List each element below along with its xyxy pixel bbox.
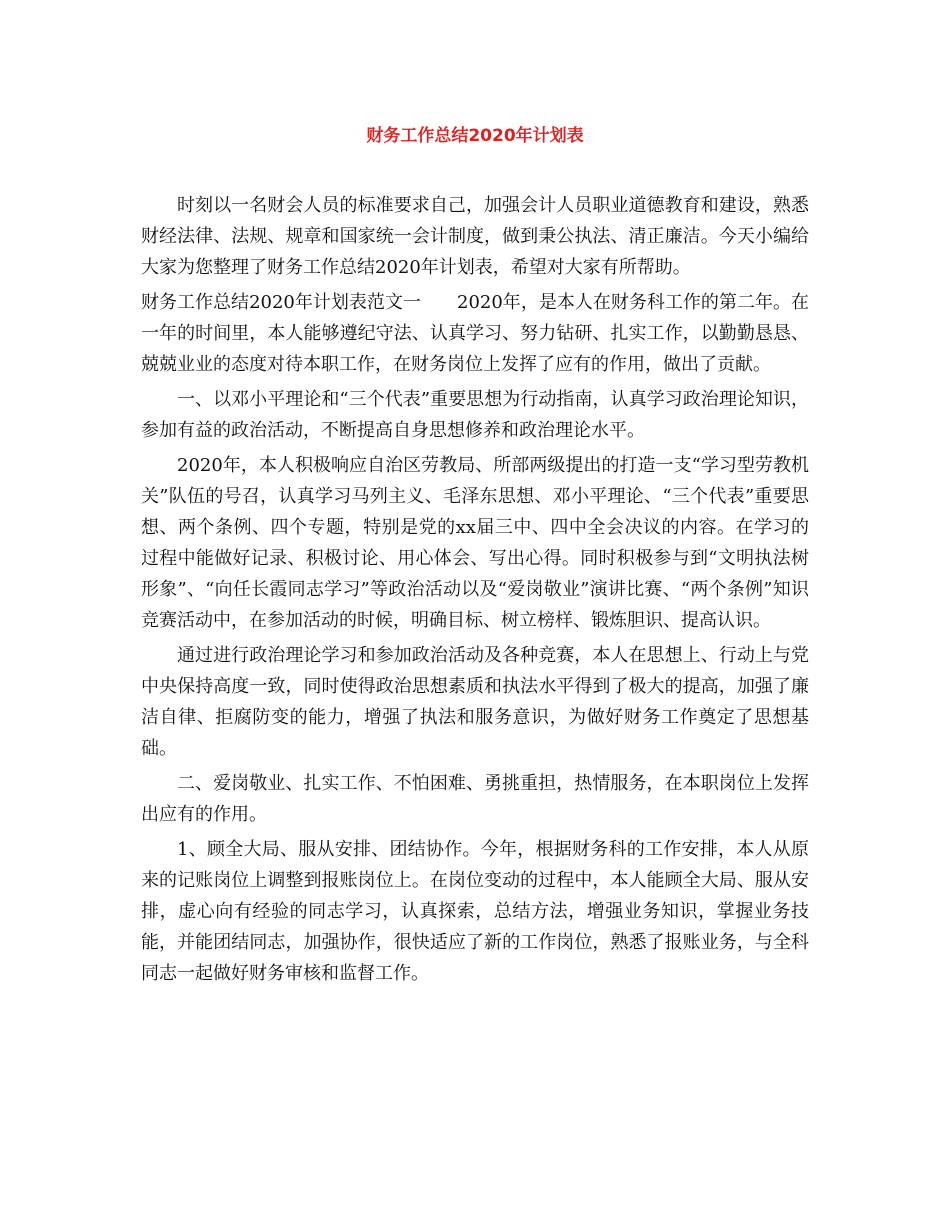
document-body	[141, 190, 809, 993]
paragraph-section-heading: 财务工作总结2020年计划表范文一 2020年，是本人在财务科工作的第二年。在一年的时间里，本人能够遵纪守法、认真学习、努力钻研、扎实工作，以勤勤恳恳、兢兢业业的态度对待本职工作，在财务岗位上发挥了应有的作用，做出了贡献。	[141, 292, 809, 375]
paragraph-point-one: 一、以邓小平理论和“三个代表”重要思想为行动指南，认真学习政治理论知识，参加有益的政治活动，不断提高自身思想修养和政治理论水平。	[141, 389, 809, 441]
document-title: 财务工作总结2020年计划表	[366, 126, 584, 146]
paragraph-item-one: 1、顾全大局、服从安排、团结协作。今年，根据财务科的工作安排，本人从原来的记账岗位上调整到报账岗位上。在岗位变动的过程中，本人能顾全大局、服从安排，虚心向有经验的同志学习，认真探索，总结方法，增强业务知识，掌握业务技能，并能团结同志，加强协作，很快适应了新的工作岗位，熟悉了报账业务，与全科同志一起做好财务审核和监督工作。	[141, 839, 809, 984]
paragraph-intro: 时刻以一名财会人员的标准要求自己，加强会计人员职业道德教育和建设，熟悉财经法律、法规、规章和国家统一会计制度，做到秉公执法、清正廉洁。今天小编给大家为您整理了财务工作总结2020年计划表，希望对大家有所帮助。	[141, 195, 809, 278]
paragraph-point-two: 二、爱岗敬业、扎实工作、不怕困难、勇挑重担，热情服务，在本职岗位上发挥出应有的作用。	[141, 773, 809, 825]
paragraph-result: 通过进行政治理论学习和参加政治活动及各种竞赛，本人在思想上、行动上与党中央保持高度一致，同时使得政治思想素质和执法水平得到了极大的提高，加强了廉洁自律、拒腐防变的能力，增强了执法和服务意识，为做好财务工作奠定了思想基础。	[141, 645, 809, 759]
paragraph-study: 2020年，本人积极响应自治区劳教局、所部两级提出的打造一支“学习型劳教机关”队伍的号召，认真学习马列主义、毛泽东思想、邓小平理论、“三个代表”重要思想、两个条例、四个专题，特别是党的xx届三中、四中全会决议的内容。在学习的过程中能做好记录、积极讨论、用心体会、写出心得。同时积极参与到“文明执法树形象”、“向任长霞同志学习”等政治活动以及“爱岗敬业”演讲比赛、“两个条例”知识竞赛活动中，在参加活动的时候，明确目标、树立榜样、锻炼胆识、提高认识。	[141, 455, 809, 631]
